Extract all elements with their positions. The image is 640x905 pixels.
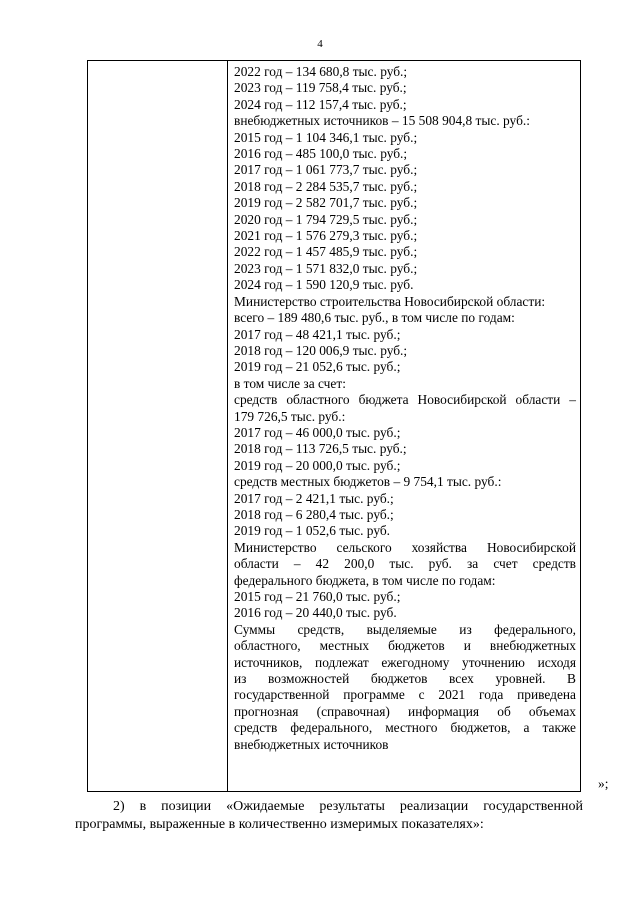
cell-line: средств областного бюджета Новосибирской области – [234, 392, 576, 408]
cell-line: 179 726,5 тыс. руб.: [234, 408, 346, 424]
cell-line: прогнозная (справочная) информация об объемах [234, 703, 576, 719]
cell-line: средств федерального, местного бюджетов, а также [234, 720, 576, 736]
body-paragraph [75, 798, 583, 834]
cell-line: всего – 189 480,6 тыс. руб., в том числе по годам: [234, 310, 515, 326]
paragraph-line-1: 2) в позиции «Ожидаемые результаты реализации государственной [113, 799, 583, 814]
cell-line: средств местных бюджетов – 9 754,1 тыс. руб.: [234, 474, 502, 490]
cell-line: источников, подлежат ежегодному уточнению исходя [234, 654, 576, 670]
cell-line: 2019 год – 21 052,6 тыс. руб.; [234, 359, 401, 375]
cell-line: 2022 год – 1 457 485,9 тыс. руб.; [234, 244, 418, 260]
cell-line: 2018 год – 113 726,5 тыс. руб.; [234, 441, 407, 457]
cell-line: федерального бюджета, в том числе по годам: [234, 572, 496, 588]
paragraph-line-2: программы, выраженные в количественно измеримых показателях»: [75, 817, 484, 832]
page-number: 4 [317, 38, 323, 50]
cell-line: внебюджетных источников – 15 508 904,8 тыс. руб.: [234, 113, 530, 129]
cell-line: 2018 год – 2 284 535,7 тыс. руб.; [234, 178, 418, 194]
cell-line: 2019 год – 1 052,6 тыс. руб. [234, 523, 391, 539]
cell-line: государственной программе с 2021 года приведена [234, 687, 576, 703]
cell-line: 2024 год – 1 590 120,9 тыс. руб. [234, 277, 414, 293]
cell-line: 2022 год – 134 680,8 тыс. руб.; [234, 64, 408, 79]
cell-line: 2023 год – 1 571 832,0 тыс. руб.; [234, 260, 418, 276]
cell-line: 2019 год – 20 000,0 тыс. руб.; [234, 457, 401, 473]
cell-line: 2021 год – 1 576 279,3 тыс. руб.; [234, 228, 418, 244]
cell-line: из возможностей бюджетов всех уровней. В [234, 671, 576, 687]
cell-line: 2024 год – 112 157,4 тыс. руб.; [234, 96, 407, 112]
program-table [87, 60, 581, 792]
cell-line: 2018 год – 6 280,4 тыс. руб.; [234, 506, 394, 522]
cell-line: 2019 год – 2 582 701,7 тыс. руб.; [234, 195, 418, 211]
table-left-cell [88, 61, 228, 791]
cell-line: 2017 год – 46 000,0 тыс. руб.; [234, 424, 401, 440]
cell-line: 2015 год – 21 760,0 тыс. руб.; [234, 589, 401, 604]
cell-line: в том числе за счет: [234, 375, 346, 391]
closing-mark: »; [598, 776, 609, 791]
cell-line: Министерство строительства Новосибирской области: [234, 293, 546, 309]
cell-line: 2023 год – 119 758,4 тыс. руб.; [234, 80, 407, 96]
cell-line: 2016 год – 485 100,0 тыс. руб.; [234, 146, 408, 162]
cell-line: 2020 год – 1 794 729,5 тыс. руб.; [234, 211, 418, 227]
cell-line: области – 42 200,0 тыс. руб. за счет средств [234, 556, 576, 572]
cell-line: Министерство сельского хозяйства Новосибирской [234, 539, 576, 555]
cell-line: 2017 год – 1 061 773,7 тыс. руб.; [234, 162, 418, 178]
cell-line: Суммы средств, выделяемые из федерального, [234, 621, 576, 637]
table-right-cell [234, 64, 576, 753]
cell-line: областного, местных бюджетов и внебюджетных [234, 638, 576, 654]
cell-line: 2018 год – 120 006,9 тыс. руб.; [234, 342, 408, 358]
cell-line: 2017 год – 2 421,1 тыс. руб.; [234, 490, 394, 506]
cell-line: внебюджетных источников [234, 736, 389, 752]
cell-line: 2017 год – 48 421,1 тыс. руб.; [234, 326, 401, 342]
cell-line: 2015 год – 1 104 346,1 тыс. руб.; [234, 129, 418, 145]
cell-line: 2016 год – 20 440,0 тыс. руб. [234, 605, 397, 621]
